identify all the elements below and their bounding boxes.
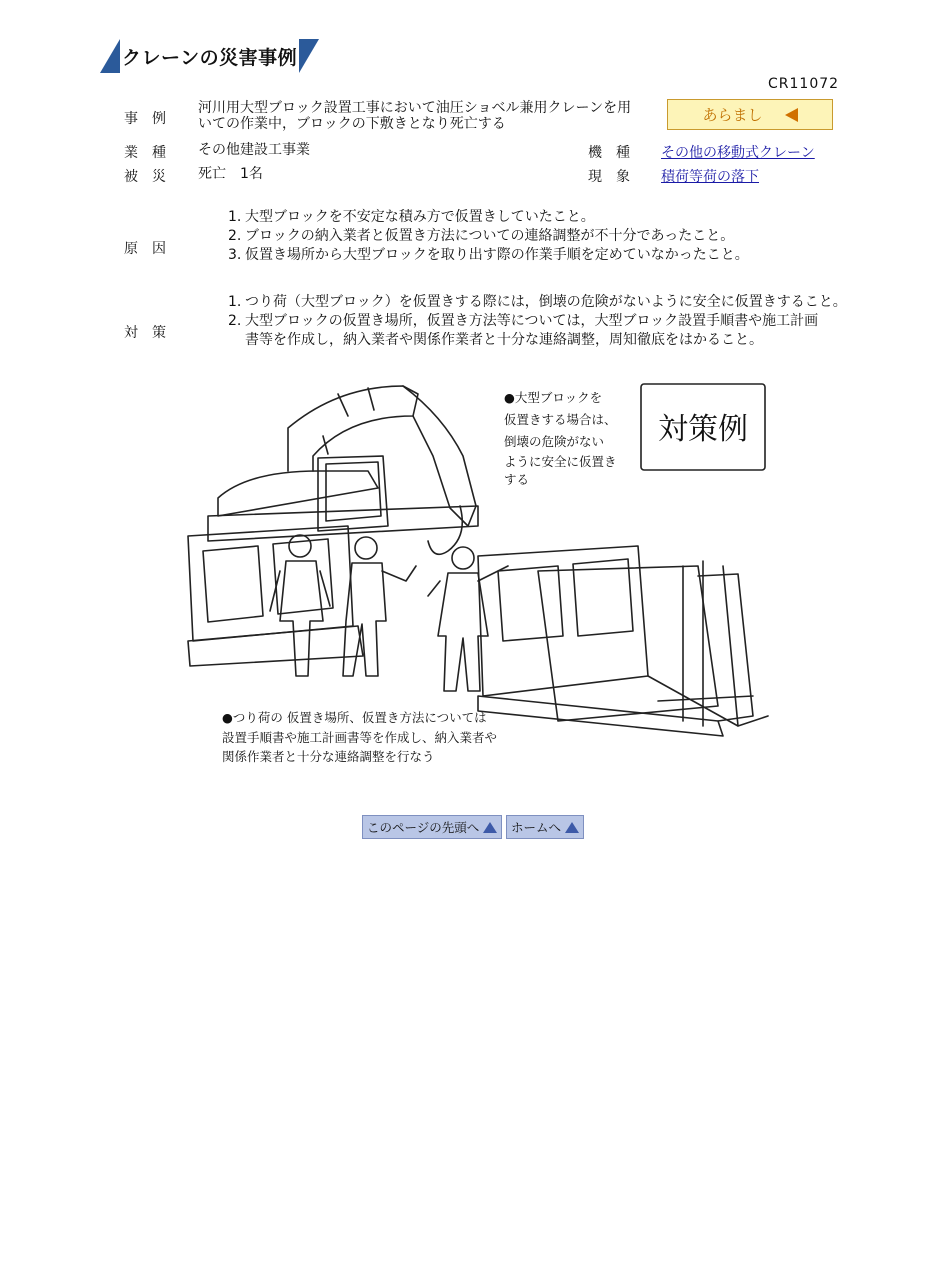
header-left-decoration — [100, 39, 120, 73]
header-right-decoration — [299, 39, 319, 73]
excavator-drawing — [208, 386, 478, 554]
arasumashi-button[interactable] — [667, 99, 833, 130]
home-label: ホームへ — [511, 820, 562, 835]
note-top-line: する — [504, 472, 530, 487]
note-top-line: ように安全に仮置き — [504, 454, 617, 469]
cause-item: 1. 大型ブロックを不安定な積み方で仮置きしていたこと。 — [228, 209, 595, 225]
cause-item: 2. ブロックの納入業者と仮置き方法についての連絡調整が不十分であったこと。 — [228, 228, 735, 244]
accident-illustration — [178, 376, 770, 768]
workers-drawing — [270, 535, 508, 691]
arasumashi-label: あらまし — [702, 106, 763, 124]
cause-item: 3. 仮置き場所から大型ブロックを取り出す際の作業手順を定めていなかったこと。 — [228, 247, 749, 263]
case-description-line1: 河川用大型ブロック設置工事において油圧ショベル兼用クレーンを用 — [198, 100, 632, 116]
note-top-line: 倒壊の危険がない — [504, 434, 605, 449]
label-jirei: 事 例 — [124, 111, 166, 127]
page-top-label: このページの先頭へ — [367, 820, 480, 835]
left-arrow-icon — [785, 108, 798, 122]
label-gensho: 現 象 — [588, 169, 630, 185]
note-bottom-line: 設置手順書や施工計画書等を作成し、納入業者や — [222, 730, 498, 745]
page-title: クレーンの災害事例 — [122, 46, 298, 69]
kishu-link[interactable]: その他の移動式クレーン — [661, 145, 815, 161]
hisai-value: 死亡 1名 — [198, 166, 263, 182]
concrete-blocks-drawing — [188, 526, 768, 736]
up-arrow-icon — [483, 822, 497, 833]
label-gyoshu: 業 種 — [124, 145, 166, 161]
measure-item: 2. 大型ブロックの仮置き場所，仮置き方法等については，大型ブロック設置手順書や施工計画 — [228, 313, 819, 329]
case-code: CR11072 — [768, 76, 840, 92]
label-kishu: 機 種 — [588, 145, 630, 161]
case-description-line2: いての作業中，ブロックの下敷きとなり死亡する — [198, 116, 506, 132]
note-bottom-line: 関係作業者と十分な連絡調整を行なう — [222, 749, 435, 764]
gyoshu-value: その他建設工事業 — [198, 142, 310, 158]
measures-list — [228, 293, 847, 350]
label-causes: 原 因 — [124, 241, 166, 257]
measure-item: 1. つり荷（大型ブロック）を仮置きする際には，倒壊の危険がないように安全に仮置きすること。 — [228, 294, 847, 310]
label-hisai: 被 災 — [124, 169, 166, 185]
badge-text: 対策例 — [658, 412, 748, 447]
note-top-line: 仮置きする場合は、 — [504, 412, 617, 427]
causes-list — [228, 208, 749, 265]
home-button[interactable] — [506, 815, 584, 839]
measure-item-continued: 書等を作成し，納入業者や関係作業者と十分な連絡調整，周知徹底をはかること。 — [245, 332, 763, 348]
case-description — [198, 100, 631, 132]
note-bottom-line: ●つり荷の 仮置き場所、仮置き方法については — [222, 710, 487, 725]
page-header — [100, 39, 319, 73]
label-measures: 対 策 — [124, 325, 166, 341]
page-top-button[interactable] — [362, 815, 502, 839]
note-top-line: ●大型ブロックを — [504, 390, 603, 405]
up-arrow-icon — [565, 822, 579, 833]
gensho-link[interactable]: 積荷等荷の落下 — [661, 169, 759, 185]
